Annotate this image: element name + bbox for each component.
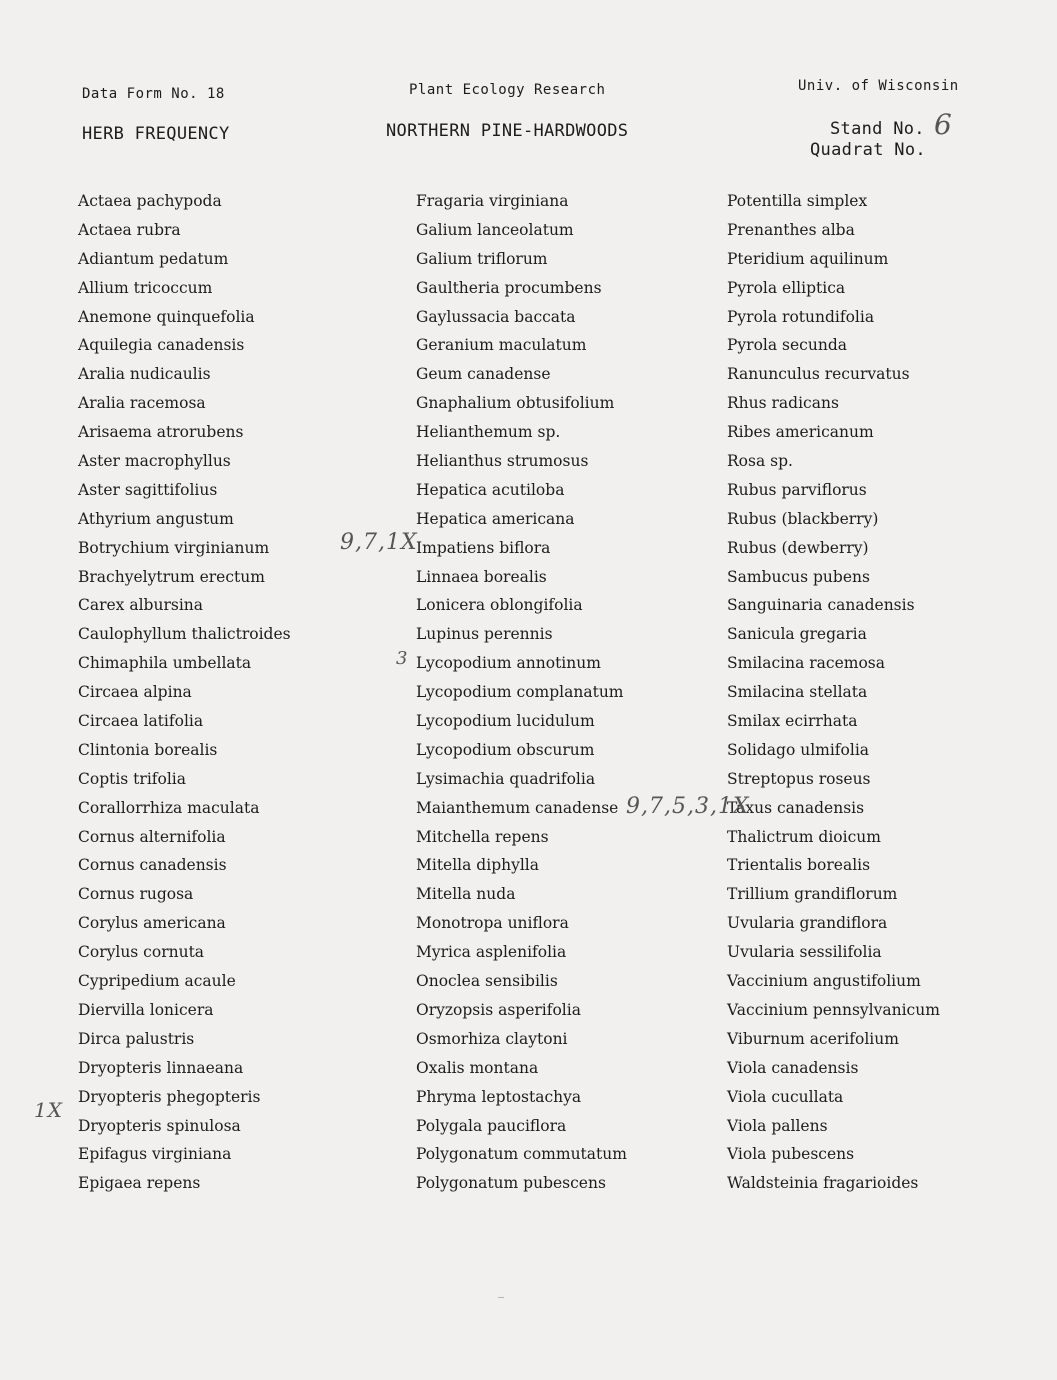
species-item: Fragaria virginiana — [416, 192, 569, 210]
species-item: Pyrola secunda — [727, 336, 847, 355]
form-number: Data Form No. 18 — [82, 86, 225, 102]
species-item: Viburnum acerifolium — [727, 1029, 899, 1048]
species-item: Oryzopsis asperifolia — [416, 1000, 581, 1019]
species-item: Cornus alternifolia — [78, 827, 226, 846]
species-item: Galium triflorum — [416, 249, 548, 268]
species-item: Geranium maculatum — [416, 336, 587, 355]
annotation-taxus-canadensis: 9,7,5,3,1X — [626, 794, 750, 819]
species-column-3 — [727, 187, 940, 1198]
species-item: Hepatica acutiloba — [416, 480, 565, 499]
species-item: Streptopus roseus — [727, 769, 871, 788]
species-item: Geum canadense — [416, 365, 551, 384]
species-item: Dirca palustris — [78, 1029, 195, 1048]
species-item: Helianthemum sp. — [416, 423, 561, 442]
species-item: Mitella nuda — [416, 885, 516, 904]
species-item: Sanguinaria canadensis — [727, 596, 915, 615]
species-item: Dryopteris phegopteris — [78, 1087, 261, 1106]
species-item: Circaea alpina — [78, 683, 192, 702]
species-item: Brachyelytrum erectum — [78, 567, 265, 586]
species-item: Uvularia sessilifolia — [727, 943, 882, 962]
species-item: Cypripedium acaule — [78, 972, 236, 991]
species-item: Trientalis borealis — [727, 856, 871, 875]
species-item: Uvularia grandiflora — [727, 914, 888, 933]
species-item: Cornus canadensis — [78, 856, 227, 875]
species-item: Dryopteris spinulosa — [78, 1116, 241, 1135]
species-item: Arisaema atrorubens — [78, 423, 244, 442]
species-item: Mitella diphylla — [416, 856, 540, 875]
species-item: Phryma leptostachya — [416, 1087, 582, 1106]
species-item: Helianthus strumosus — [416, 452, 589, 471]
species-item: Smilacina stellata — [727, 683, 868, 702]
species-item: Gaylussacia baccata — [416, 307, 576, 326]
species-item: Allium tricoccum — [78, 278, 213, 297]
species-item: Athyrium angustum — [78, 509, 234, 528]
species-item: Caulophyllum thalictroides — [78, 625, 291, 644]
species-item: Waldsteinia fragarioides — [727, 1174, 919, 1193]
species-item: Adiantum pedatum — [78, 249, 229, 268]
species-item: Trillium grandiflorum — [727, 885, 898, 904]
species-item: Corylus americana — [78, 914, 226, 933]
species-item: Myrica asplenifolia — [416, 943, 567, 962]
species-item: Thalictrum dioicum — [727, 827, 881, 846]
species-item: Lonicera oblongifolia — [416, 596, 583, 615]
species-item: Monotropa uniflora — [416, 914, 569, 933]
species-item: Galium lanceolatum — [416, 220, 574, 239]
species-item: Lycopodium complanatum — [416, 683, 624, 702]
species-item: Polygonatum commutatum — [416, 1145, 627, 1164]
species-item: Rosa sp. — [727, 452, 793, 471]
species-item: Botrychium virginianum — [78, 538, 270, 557]
organization: Plant Ecology Research — [409, 82, 606, 98]
species-item: Carex albursina — [78, 596, 203, 615]
species-item: Potentilla simplex — [727, 192, 868, 210]
species-item: Smilacina racemosa — [727, 654, 885, 673]
species-item: Mitchella repens — [416, 827, 549, 846]
species-item: Epigaea repens — [78, 1174, 201, 1193]
species-item: Rubus (dewberry) — [727, 538, 869, 557]
species-item: Polygala pauciflora — [416, 1116, 567, 1135]
species-item: Osmorhiza claytoni — [416, 1029, 568, 1048]
form-title: HERB FREQUENCY — [82, 124, 230, 144]
annotation-impatiens-biflora: 9,7,1X — [340, 530, 418, 555]
species-item: Ribes americanum — [727, 423, 874, 442]
species-item: Lycopodium obscurum — [416, 740, 595, 759]
species-item: Corylus cornuta — [78, 943, 205, 962]
species-item: Coptis trifolia — [78, 769, 187, 788]
species-item: Sambucus pubens — [727, 567, 870, 586]
species-item: Taxus canadensis — [727, 798, 865, 817]
species-item: Pyrola rotundifolia — [727, 307, 875, 326]
species-item: Rubus parviflorus — [727, 480, 867, 499]
species-item: Ranunculus recurvatus — [727, 365, 910, 384]
species-item: Maianthemum canadense — [416, 798, 619, 817]
species-item: Lycopodium lucidulum — [416, 712, 595, 731]
species-item: Corallorrhiza maculata — [78, 798, 260, 817]
species-item: Aster sagittifolius — [78, 480, 218, 499]
university: Univ. of Wisconsin — [798, 78, 959, 94]
species-item: Lysimachia quadrifolia — [416, 769, 596, 788]
paper-smudge: – — [498, 1292, 505, 1303]
species-item: Onoclea sensibilis — [416, 972, 558, 991]
species-item: Epifagus virginiana — [78, 1145, 232, 1164]
species-item: Hepatica americana — [416, 509, 575, 528]
community-title: NORTHERN PINE-HARDWOODS — [386, 121, 629, 141]
species-item: Prenanthes alba — [727, 220, 855, 239]
species-item: Vaccinium pennsylvanicum — [727, 1000, 940, 1019]
species-item: Rhus radicans — [727, 394, 839, 413]
species-item: Lycopodium annotinum — [416, 654, 601, 673]
species-item: Solidago ulmifolia — [727, 740, 870, 759]
species-item: Sanicula gregaria — [727, 625, 867, 644]
species-item: Actaea rubra — [78, 220, 181, 239]
species-item: Pteridium aquilinum — [727, 249, 889, 268]
annotation-dryopteris-spinulosa: 1X — [34, 1098, 63, 1122]
species-item: Polygonatum pubescens — [416, 1174, 606, 1193]
species-item: Circaea latifolia — [78, 712, 204, 731]
species-item: Oxalis montana — [416, 1058, 539, 1077]
stand-value: 6 — [934, 108, 953, 141]
species-item: Aquilegia canadensis — [78, 336, 245, 355]
species-item: Anemone quinquefolia — [78, 307, 255, 326]
species-item: Lupinus perennis — [416, 625, 553, 644]
species-item: Vaccinium angustifolium — [727, 972, 921, 991]
species-item: Actaea pachypoda — [78, 192, 222, 210]
species-item: Impatiens biflora — [416, 538, 551, 557]
species-item: Pyrola elliptica — [727, 278, 846, 297]
annotation-lycopodium-annotinum: 3 — [396, 648, 409, 669]
species-item: Aralia nudicaulis — [78, 365, 211, 384]
quadrat-label: Quadrat No. — [810, 140, 926, 160]
species-item: Viola pallens — [727, 1116, 828, 1135]
species-item: Linnaea borealis — [416, 567, 547, 586]
species-item: Diervilla lonicera — [78, 1000, 214, 1019]
species-item: Viola pubescens — [727, 1145, 855, 1164]
species-item: Cornus rugosa — [78, 885, 194, 904]
species-item: Aster macrophyllus — [78, 452, 231, 471]
species-item: Smilax ecirrhata — [727, 712, 858, 731]
stand-label: Stand No. — [830, 119, 925, 139]
species-item: Viola cucullata — [727, 1087, 844, 1106]
species-column-2 — [416, 187, 627, 1198]
species-item: Viola canadensis — [727, 1058, 859, 1077]
species-item: Gnaphalium obtusifolium — [416, 394, 615, 413]
species-item: Clintonia borealis — [78, 740, 218, 759]
species-item: Gaultheria procumbens — [416, 278, 602, 297]
species-column-1 — [78, 187, 291, 1198]
species-item: Chimaphila umbellata — [78, 654, 252, 673]
species-item: Dryopteris linnaeana — [78, 1058, 244, 1077]
species-item: Rubus (blackberry) — [727, 509, 879, 528]
species-item: Aralia racemosa — [78, 394, 206, 413]
